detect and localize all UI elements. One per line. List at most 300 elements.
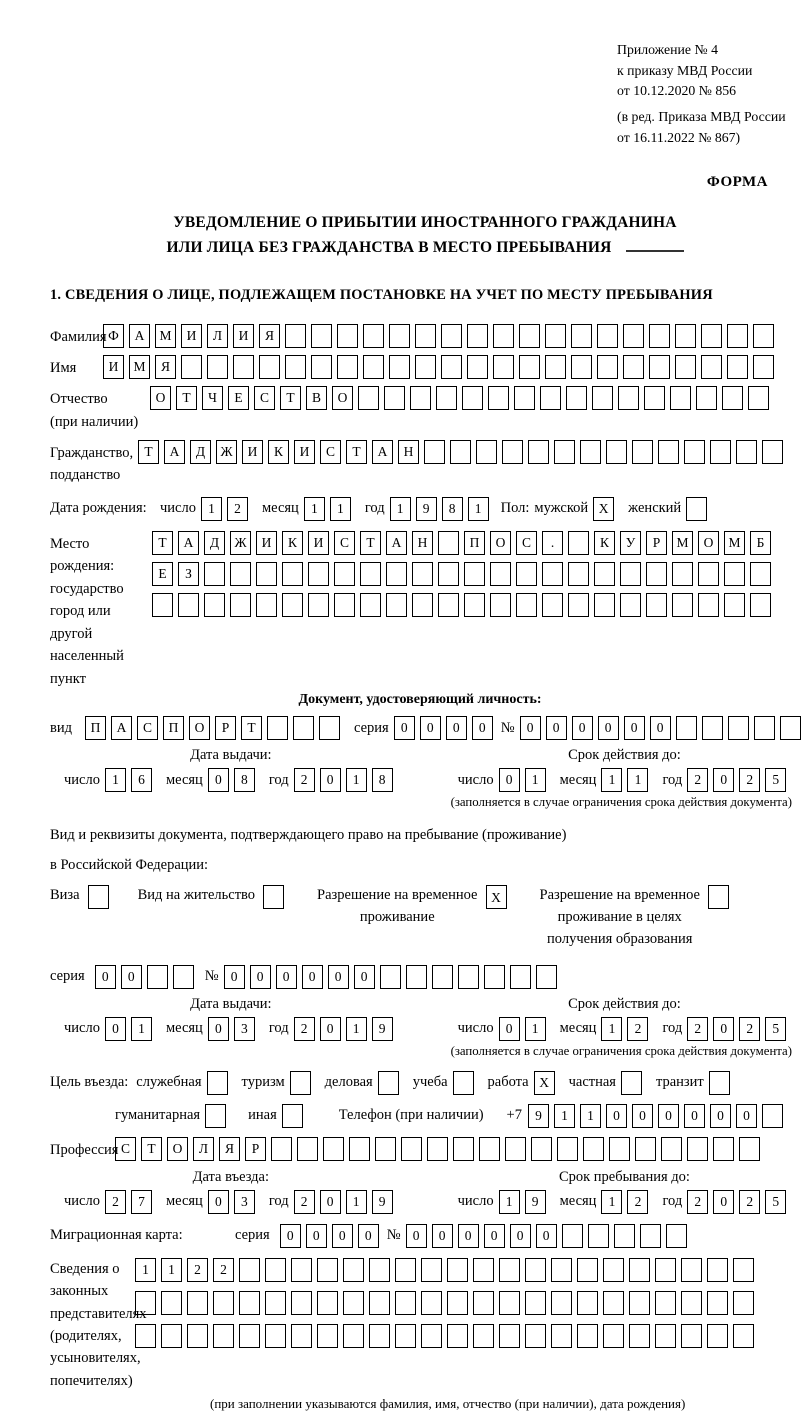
residence-doc-options xyxy=(50,885,800,950)
patronymic-row xyxy=(50,386,800,433)
purpose-official-checkbox xyxy=(207,1071,233,1095)
char-cell: А xyxy=(129,324,150,348)
surname-row xyxy=(50,324,800,348)
char-cell xyxy=(728,716,749,740)
form-title-line-2 xyxy=(50,236,800,261)
char-cell xyxy=(661,1137,682,1161)
purpose-private xyxy=(569,1071,647,1095)
char-cell: М xyxy=(155,324,176,348)
char-cell: Д xyxy=(190,440,211,464)
char-cell: А xyxy=(372,440,393,464)
char-cell: И xyxy=(242,440,263,464)
char-cell xyxy=(707,1291,728,1315)
char-cell: 9 xyxy=(416,497,437,521)
char-cell xyxy=(655,1324,676,1348)
option-label-line: Разрешение на временное xyxy=(539,887,700,904)
char-cell xyxy=(733,1291,754,1315)
char-cell: 0 xyxy=(224,965,245,989)
char-cell xyxy=(490,593,511,617)
char-cell xyxy=(557,1137,578,1161)
char-cell xyxy=(649,355,670,379)
char-cell: 1 xyxy=(330,497,351,521)
char-cell xyxy=(562,1224,583,1248)
char-cell: 1 xyxy=(601,768,622,792)
char-cell xyxy=(736,440,757,464)
char-cell: А xyxy=(111,716,132,740)
doc-type-label: вид xyxy=(50,719,72,736)
char-cell: 1 xyxy=(390,497,411,521)
birth-place-label-line: Место рождения: xyxy=(50,535,115,575)
char-cell: 0 xyxy=(354,965,375,989)
char-cell xyxy=(762,1104,783,1128)
migration-number-label: № xyxy=(386,1227,401,1244)
char-cell: 0 xyxy=(105,1017,126,1041)
char-cell xyxy=(525,1324,546,1348)
char-cell xyxy=(753,324,774,348)
char-cell: О xyxy=(189,716,210,740)
char-cell xyxy=(265,1291,286,1315)
char-cell xyxy=(568,531,589,555)
char-cell: Б xyxy=(750,531,771,555)
purpose-transit xyxy=(656,1071,735,1095)
char-cell xyxy=(614,1224,635,1248)
char-cell xyxy=(629,1324,650,1348)
char-cell: И xyxy=(308,531,329,555)
char-cell: С xyxy=(115,1137,136,1161)
char-cell: Р xyxy=(245,1137,266,1161)
char-cell: Т xyxy=(280,386,301,410)
issue-date-group xyxy=(64,747,398,792)
representatives-label xyxy=(50,1256,147,1393)
char-cell: 2 xyxy=(739,1190,760,1214)
patronymic-label-line: Отчество xyxy=(50,391,108,408)
gender-female-label: женский xyxy=(628,500,682,517)
char-cell xyxy=(528,440,549,464)
issue-date-group xyxy=(64,996,398,1041)
char-cell xyxy=(410,386,431,410)
char-cell: Я xyxy=(155,355,176,379)
birth-place-label-line: город или другой xyxy=(50,603,111,642)
char-cell: С xyxy=(334,531,355,555)
char-cell xyxy=(733,1258,754,1282)
purpose-label: иная xyxy=(248,1107,277,1124)
char-cell: 0 xyxy=(499,1017,520,1041)
char-cell xyxy=(363,355,384,379)
char-cell xyxy=(750,562,771,586)
option-visa-checkbox xyxy=(88,885,114,909)
char-cell: 0 xyxy=(713,1017,734,1041)
representatives-label-line: попечителях) xyxy=(50,1372,133,1389)
char-cell: 1 xyxy=(131,1017,152,1041)
char-cell: 6 xyxy=(131,768,152,792)
option-label-line: Разрешение на временное xyxy=(317,887,478,904)
char-cell: 0 xyxy=(208,1190,229,1214)
char-cell xyxy=(727,324,748,348)
birth-place-cell-rows xyxy=(152,531,776,624)
valid-until-heading: Срок действия до: xyxy=(568,995,681,1012)
char-cell: 9 xyxy=(372,1017,393,1041)
char-cell xyxy=(438,593,459,617)
day-label: число xyxy=(457,1020,494,1037)
char-cell xyxy=(311,324,332,348)
form-title-line-2-text: ИЛИ ЛИЦА БЕЗ ГРАЖДАНСТВА В МЕСТО ПРЕБЫВАНИЯ xyxy=(166,239,612,257)
char-cell: 0 xyxy=(302,965,323,989)
valid-until-group xyxy=(458,747,792,792)
char-cell xyxy=(684,440,705,464)
char-cell xyxy=(502,440,523,464)
char-cell xyxy=(462,386,483,410)
char-cell: 0 xyxy=(632,1104,653,1128)
month-label: месяц xyxy=(165,1193,203,1210)
char-cell xyxy=(204,562,225,586)
char-cell: 2 xyxy=(687,1017,708,1041)
purpose-tourism xyxy=(242,1071,316,1095)
amendment-line: от 16.11.2022 № 867) xyxy=(617,129,741,145)
entry-purpose-row-2 xyxy=(115,1104,800,1128)
option-label-line: получения образования xyxy=(547,930,693,947)
char-cell xyxy=(233,355,254,379)
char-cell: Т xyxy=(176,386,197,410)
char-cell xyxy=(762,440,783,464)
citizenship-label xyxy=(50,440,138,487)
char-cell: 1 xyxy=(346,1190,367,1214)
phone-prefix: +7 xyxy=(506,1107,522,1124)
doc-series-cells xyxy=(394,716,498,740)
gender-female-checkbox xyxy=(686,497,712,521)
char-cell: 2 xyxy=(294,1190,315,1214)
char-cell xyxy=(263,885,284,909)
char-cell xyxy=(646,562,667,586)
birth-place-cells-row2 xyxy=(152,562,776,586)
patronymic-label-line: (при наличии) xyxy=(50,413,139,430)
stay-until-cells xyxy=(458,1190,792,1214)
char-cell xyxy=(618,386,639,410)
char-cell: Т xyxy=(360,531,381,555)
char-cell xyxy=(629,1258,650,1282)
char-cell xyxy=(378,1071,399,1095)
char-cell: С xyxy=(254,386,275,410)
option-residence-permit-label xyxy=(138,885,255,907)
valid-year-cells xyxy=(687,768,791,792)
char-cell: 1 xyxy=(627,768,648,792)
year-label: год xyxy=(268,1193,289,1210)
char-cell xyxy=(375,1137,396,1161)
char-cell xyxy=(473,1324,494,1348)
given-name-label: Имя xyxy=(50,360,77,377)
month-label: месяц xyxy=(559,771,597,788)
char-cell xyxy=(542,562,563,586)
year-label: год xyxy=(268,771,289,788)
char-cell xyxy=(603,1291,624,1315)
char-cell xyxy=(724,562,745,586)
stay-until-group xyxy=(458,1169,792,1214)
char-cell xyxy=(308,593,329,617)
char-cell: 0 xyxy=(658,1104,679,1128)
char-cell xyxy=(395,1291,416,1315)
entry-purpose-label: Цель въезда: xyxy=(50,1074,129,1091)
stay-month-cells xyxy=(601,1190,653,1214)
char-cell xyxy=(696,386,717,410)
char-cell: О xyxy=(698,531,719,555)
char-cell xyxy=(583,1137,604,1161)
char-cell xyxy=(640,1224,661,1248)
char-cell xyxy=(510,965,531,989)
issue-date-heading: Дата выдачи: xyxy=(190,995,272,1012)
migration-series-cells xyxy=(280,1224,384,1248)
char-cell: Д xyxy=(204,531,225,555)
option-temp-residence-education-checkbox xyxy=(708,885,734,909)
entry-year-cells xyxy=(294,1190,398,1214)
char-cell xyxy=(380,965,401,989)
char-cell xyxy=(476,440,497,464)
residence-series-label: серия xyxy=(50,968,85,985)
section1-heading: 1. СВЕДЕНИЯ О ЛИЦЕ, ПОДЛЕЖАЩЕМ ПОСТАНОВКЕ НА УЧЕТ ПО МЕСТУ ПРЕБЫВАНИЯ xyxy=(50,287,713,304)
char-cell xyxy=(675,355,696,379)
char-cell: 2 xyxy=(294,768,315,792)
option-visa-label xyxy=(50,885,80,907)
identity-doc-heading: Документ, удостоверяющий личность: xyxy=(298,692,542,708)
char-cell xyxy=(681,1324,702,1348)
profession-cells xyxy=(115,1137,765,1161)
representatives-cell-rows xyxy=(135,1256,759,1355)
char-cell xyxy=(609,1137,630,1161)
citizenship-row xyxy=(50,440,800,487)
char-cell xyxy=(597,355,618,379)
char-cell xyxy=(577,1258,598,1282)
form-title xyxy=(50,211,800,261)
char-cell xyxy=(473,1291,494,1315)
validity-note: (заполняется в случае ограничения срока действия документа) xyxy=(450,1043,792,1058)
char-cell xyxy=(187,1291,208,1315)
char-cell: 1 xyxy=(468,497,489,521)
char-cell: 0 xyxy=(320,768,341,792)
citizenship-cells xyxy=(138,440,788,464)
option-residence-permit xyxy=(138,885,289,909)
char-cell xyxy=(542,593,563,617)
char-cell: Т xyxy=(346,440,367,464)
purpose-label: гуманитарная xyxy=(115,1107,201,1124)
char-cell: Ч xyxy=(202,386,223,410)
char-cell xyxy=(271,1137,292,1161)
char-cell xyxy=(620,562,641,586)
char-cell xyxy=(207,1071,228,1095)
doc-number-label: № xyxy=(500,719,515,736)
char-cell xyxy=(450,440,471,464)
month-label: месяц xyxy=(559,1020,597,1037)
option-label-line: Виза xyxy=(50,887,80,904)
char-cell xyxy=(649,324,670,348)
char-cell: И xyxy=(103,355,124,379)
issue-day-cells xyxy=(105,768,157,792)
option-label-line: Вид на жительство xyxy=(137,887,256,904)
char-cell: 0 xyxy=(520,716,541,740)
purpose-official xyxy=(136,1071,232,1095)
birth-place-cells-row3 xyxy=(152,593,776,617)
gender-label: Пол: xyxy=(500,500,530,517)
residence-doc-dates xyxy=(50,996,800,1041)
char-cell: О xyxy=(150,386,171,410)
char-cell: 3 xyxy=(234,1017,255,1041)
char-cell: К xyxy=(282,531,303,555)
char-cell xyxy=(291,1258,312,1282)
char-cell xyxy=(239,1258,260,1282)
char-cell xyxy=(629,1291,650,1315)
char-cell xyxy=(597,324,618,348)
purpose-label: работа xyxy=(487,1074,529,1091)
valid-month-cells xyxy=(601,1017,653,1041)
purpose-study-checkbox xyxy=(453,1071,479,1095)
annex-line: от 10.12.2020 № 856 xyxy=(617,83,737,99)
char-cell xyxy=(707,1258,728,1282)
char-cell xyxy=(484,965,505,989)
char-cell: 0 xyxy=(499,768,520,792)
char-cell: 1 xyxy=(554,1104,575,1128)
char-cell xyxy=(319,716,340,740)
purpose-business xyxy=(325,1071,404,1095)
char-cell xyxy=(187,1324,208,1348)
char-cell xyxy=(285,355,306,379)
birth-date-row xyxy=(50,497,800,521)
issue-month-cells xyxy=(208,1017,260,1041)
char-cell xyxy=(360,593,381,617)
char-cell xyxy=(540,386,561,410)
representatives-cells-row3 xyxy=(135,1324,759,1348)
char-cell: П xyxy=(85,716,106,740)
char-cell xyxy=(603,1258,624,1282)
char-cell: 1 xyxy=(580,1104,601,1128)
char-cell xyxy=(447,1291,468,1315)
char-cell xyxy=(161,1291,182,1315)
char-cell xyxy=(389,355,410,379)
char-cell xyxy=(282,562,303,586)
char-cell: 0 xyxy=(446,716,467,740)
valid-day-cells xyxy=(499,768,551,792)
char-cell: 0 xyxy=(394,716,415,740)
option-label-line: проживание в целях xyxy=(557,909,682,926)
char-cell xyxy=(213,1324,234,1348)
char-cell: М xyxy=(129,355,150,379)
issue-year-cells xyxy=(294,1017,398,1041)
char-cell xyxy=(753,355,774,379)
char-cell: З xyxy=(178,562,199,586)
char-cell: Я xyxy=(259,324,280,348)
char-cell xyxy=(780,716,801,740)
char-cell xyxy=(588,1224,609,1248)
birth-place-cells-row1 xyxy=(152,531,776,555)
char-cell: 0 xyxy=(572,716,593,740)
char-cell: 1 xyxy=(346,1017,367,1041)
char-cell xyxy=(358,386,379,410)
char-cell xyxy=(438,531,459,555)
char-cell xyxy=(554,440,575,464)
residence-number-cells xyxy=(224,965,562,989)
profession-row xyxy=(50,1137,800,1161)
purpose-humanitarian xyxy=(115,1104,231,1128)
char-cell: 0 xyxy=(250,965,271,989)
purpose-label: учеба xyxy=(412,1074,448,1091)
char-cell: X xyxy=(486,885,507,909)
residence-number-label: № xyxy=(204,968,219,985)
profession-label: Профессия xyxy=(50,1141,119,1158)
citizenship-label-line: подданство xyxy=(50,467,121,484)
char-cell xyxy=(267,716,288,740)
char-cell xyxy=(386,593,407,617)
char-cell xyxy=(698,562,719,586)
char-cell xyxy=(369,1324,390,1348)
char-cell: Т xyxy=(138,440,159,464)
char-cell xyxy=(317,1291,338,1315)
char-cell: 8 xyxy=(442,497,463,521)
annex-line: к приказу МВД России xyxy=(617,62,753,78)
char-cell: 2 xyxy=(627,1190,648,1214)
char-cell: В xyxy=(306,386,327,410)
char-cell: 0 xyxy=(650,716,671,740)
char-cell: 0 xyxy=(736,1104,757,1128)
char-cell xyxy=(620,593,641,617)
char-cell: 5 xyxy=(765,1017,786,1041)
issue-date-cells xyxy=(64,1017,398,1041)
gender-male-checkbox xyxy=(593,497,619,521)
doc-series-label: серия xyxy=(354,719,389,736)
option-temp-residence-education xyxy=(540,885,734,950)
char-cell xyxy=(621,1071,642,1095)
char-cell: 0 xyxy=(713,768,734,792)
char-cell: 2 xyxy=(687,1190,708,1214)
char-cell: Е xyxy=(152,562,173,586)
char-cell: 1 xyxy=(161,1258,182,1282)
amendment-line: (в ред. Приказа МВД России xyxy=(617,109,786,125)
char-cell: 0 xyxy=(458,1224,479,1248)
char-cell xyxy=(675,324,696,348)
purpose-business-checkbox xyxy=(378,1071,404,1095)
representatives-label-line: представителях xyxy=(50,1305,147,1322)
valid-until-cells xyxy=(458,1017,792,1041)
char-cell xyxy=(710,440,731,464)
char-cell: М xyxy=(724,531,745,555)
char-cell: X xyxy=(593,497,614,521)
char-cell xyxy=(343,1258,364,1282)
option-temp-residence xyxy=(317,885,511,929)
birth-year-cells xyxy=(390,497,494,521)
char-cell: Р xyxy=(646,531,667,555)
char-cell xyxy=(389,324,410,348)
valid-until-heading: Срок действия до: xyxy=(568,747,681,764)
validity-note: (заполняется в случае ограничения срока действия документа) xyxy=(450,795,792,810)
char-cell: Р xyxy=(215,716,236,740)
char-cell xyxy=(369,1258,390,1282)
issue-year-cells xyxy=(294,768,398,792)
char-cell xyxy=(464,562,485,586)
identity-doc-dates xyxy=(50,747,800,792)
purpose-tourism-checkbox xyxy=(290,1071,316,1095)
char-cell xyxy=(536,965,557,989)
char-cell xyxy=(432,965,453,989)
char-cell: 0 xyxy=(276,965,297,989)
char-cell xyxy=(519,355,540,379)
char-cell xyxy=(161,1324,182,1348)
char-cell xyxy=(467,324,488,348)
char-cell xyxy=(230,593,251,617)
char-cell xyxy=(701,355,722,379)
char-cell xyxy=(473,1258,494,1282)
purpose-label: деловая xyxy=(324,1074,373,1091)
char-cell xyxy=(713,1137,734,1161)
purpose-label: служебная xyxy=(136,1074,202,1091)
char-cell xyxy=(701,324,722,348)
char-cell: 9 xyxy=(528,1104,549,1128)
char-cell xyxy=(135,1324,156,1348)
annex-reference-block xyxy=(617,40,800,148)
